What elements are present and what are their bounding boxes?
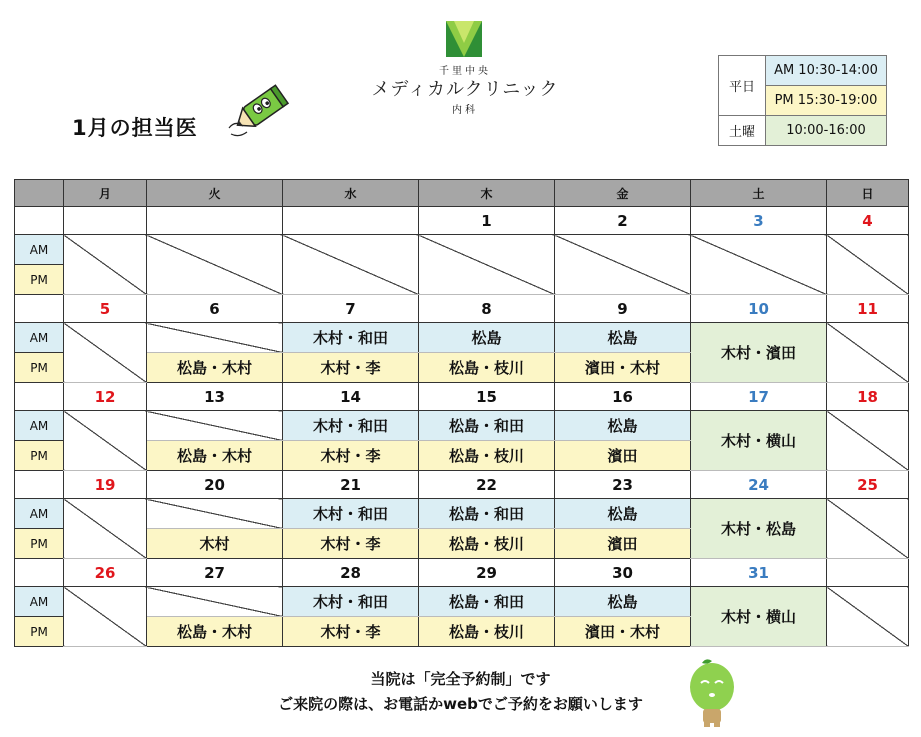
closed-cell [283, 235, 419, 295]
date-cell [283, 207, 419, 235]
date-cell: 31 [691, 559, 827, 587]
am-label: AM [15, 411, 64, 441]
weekday-header: 木 [419, 180, 555, 207]
date-cell: 5 [64, 295, 147, 323]
weekday-label: 平日 [719, 56, 766, 116]
date-row [15, 207, 909, 235]
am-row [15, 235, 909, 265]
pm-doctor-cell: 木村・李 [283, 617, 419, 647]
page-title: 1月の担当医 [72, 116, 198, 140]
date-row-label [15, 207, 64, 235]
date-cell: 3 [691, 207, 827, 235]
closed-am-cell [147, 499, 283, 529]
date-cell: 19 [64, 471, 147, 499]
date-cell: 2 [555, 207, 691, 235]
date-row-label [15, 559, 64, 587]
closed-cell [419, 235, 555, 295]
date-cell: 27 [147, 559, 283, 587]
weekday-am-hours: AM 10:30-14:00 [766, 56, 887, 86]
closed-cell [691, 235, 827, 295]
pm-doctor-cell: 濱田 [555, 529, 691, 559]
am-doctor-cell: 木村・和田 [283, 323, 419, 353]
date-cell: 16 [555, 383, 691, 411]
am-row [15, 587, 909, 617]
pm-doctor-cell: 濱田 [555, 441, 691, 471]
closed-cell [147, 235, 283, 295]
date-row-label [15, 295, 64, 323]
closed-cell [827, 411, 909, 471]
pencil-mascot-icon [225, 82, 291, 142]
weekday-header: 火 [147, 180, 283, 207]
pm-label: PM [15, 441, 64, 471]
saturday-hours: 10:00-16:00 [766, 116, 887, 146]
date-cell [827, 559, 909, 587]
date-cell: 17 [691, 383, 827, 411]
pm-doctor-cell: 松島・木村 [147, 617, 283, 647]
closed-cell [827, 499, 909, 559]
saturday-label: 土曜 [719, 116, 766, 146]
reservation-note: 当院は「完全予約制」です [370, 670, 551, 688]
schedule-calendar [14, 179, 909, 647]
date-cell: 9 [555, 295, 691, 323]
weekday-header: 月 [64, 180, 147, 207]
reservation-instructions: ご来院の際は、お電話かwebでご予約をお願いします [278, 695, 643, 713]
date-cell: 7 [283, 295, 419, 323]
date-row [15, 471, 909, 499]
closed-cell [555, 235, 691, 295]
date-cell: 21 [283, 471, 419, 499]
clinic-name: メディカルクリニック [371, 79, 559, 100]
am-label: AM [15, 499, 64, 529]
pm-doctor-cell: 木村・李 [283, 353, 419, 383]
am-doctor-cell: 松島・和田 [419, 499, 555, 529]
pm-doctor-cell: 松島・木村 [147, 441, 283, 471]
am-row [15, 499, 909, 529]
weekday-header: 水 [283, 180, 419, 207]
date-row [15, 295, 909, 323]
saturday-doctor-cell: 木村・松島 [691, 499, 827, 559]
pm-doctor-cell: 松島・木村 [147, 353, 283, 383]
am-row [15, 411, 909, 441]
weekday-header: 土 [691, 180, 827, 207]
closed-cell [827, 323, 909, 383]
closed-cell [64, 587, 147, 647]
leaf-mascot-icon [686, 657, 738, 729]
date-cell: 30 [555, 559, 691, 587]
pm-doctor-cell: 濱田・木村 [555, 617, 691, 647]
am-doctor-cell: 松島 [555, 323, 691, 353]
pm-label: PM [15, 529, 64, 559]
saturday-doctor-cell: 木村・横山 [691, 587, 827, 647]
date-cell: 4 [827, 207, 909, 235]
date-cell: 1 [419, 207, 555, 235]
date-cell: 20 [147, 471, 283, 499]
closed-cell [827, 587, 909, 647]
am-doctor-cell: 木村・和田 [283, 411, 419, 441]
am-label: AM [15, 235, 64, 265]
am-doctor-cell: 松島 [555, 499, 691, 529]
date-cell: 18 [827, 383, 909, 411]
closed-cell [64, 411, 147, 471]
date-row-label [15, 383, 64, 411]
saturday-doctor-cell: 木村・横山 [691, 411, 827, 471]
closed-am-cell [147, 323, 283, 353]
date-row [15, 559, 909, 587]
closed-cell [64, 323, 147, 383]
closed-cell [64, 499, 147, 559]
closed-cell [827, 235, 909, 295]
clinic-logo-icon [446, 21, 482, 57]
hours-table [718, 55, 887, 146]
date-cell: 14 [283, 383, 419, 411]
pm-doctor-cell: 松島・枝川 [419, 529, 555, 559]
pm-label: PM [15, 617, 64, 647]
pm-doctor-cell: 木村 [147, 529, 283, 559]
weekday-pm-hours: PM 15:30-19:00 [766, 86, 887, 116]
date-cell: 8 [419, 295, 555, 323]
date-cell: 12 [64, 383, 147, 411]
date-cell: 25 [827, 471, 909, 499]
am-doctor-cell: 松島 [555, 587, 691, 617]
pm-doctor-cell: 松島・枝川 [419, 353, 555, 383]
pm-doctor-cell: 松島・枝川 [419, 441, 555, 471]
date-cell: 13 [147, 383, 283, 411]
date-cell: 10 [691, 295, 827, 323]
am-doctor-cell: 木村・和田 [283, 587, 419, 617]
closed-am-cell [147, 587, 283, 617]
date-row-label [15, 471, 64, 499]
pm-label: PM [15, 353, 64, 383]
weekday-header: 金 [555, 180, 691, 207]
date-cell: 26 [64, 559, 147, 587]
am-doctor-cell: 松島・和田 [419, 411, 555, 441]
date-cell [147, 207, 283, 235]
date-cell: 28 [283, 559, 419, 587]
closed-am-cell [147, 411, 283, 441]
am-label: AM [15, 587, 64, 617]
date-row [15, 383, 909, 411]
pm-doctor-cell: 木村・李 [283, 441, 419, 471]
clinic-department: 内科 [452, 105, 478, 116]
closed-cell [64, 235, 147, 295]
date-cell: 15 [419, 383, 555, 411]
saturday-doctor-cell: 木村・濱田 [691, 323, 827, 383]
pm-doctor-cell: 木村・李 [283, 529, 419, 559]
pm-label: PM [15, 265, 64, 295]
date-cell: 24 [691, 471, 827, 499]
header-corner [15, 180, 64, 207]
date-cell [64, 207, 147, 235]
pm-doctor-cell: 濱田・木村 [555, 353, 691, 383]
date-cell: 11 [827, 295, 909, 323]
am-doctor-cell: 松島 [419, 323, 555, 353]
am-doctor-cell: 松島・和田 [419, 587, 555, 617]
am-label: AM [15, 323, 64, 353]
pm-doctor-cell: 松島・枝川 [419, 617, 555, 647]
date-cell: 29 [419, 559, 555, 587]
weekday-header-row [15, 180, 909, 207]
am-doctor-cell: 木村・和田 [283, 499, 419, 529]
am-row [15, 323, 909, 353]
date-cell: 22 [419, 471, 555, 499]
clinic-subtitle: 千里中央 [439, 66, 491, 77]
date-cell: 23 [555, 471, 691, 499]
weekday-header: 日 [827, 180, 909, 207]
date-cell: 6 [147, 295, 283, 323]
am-doctor-cell: 松島 [555, 411, 691, 441]
